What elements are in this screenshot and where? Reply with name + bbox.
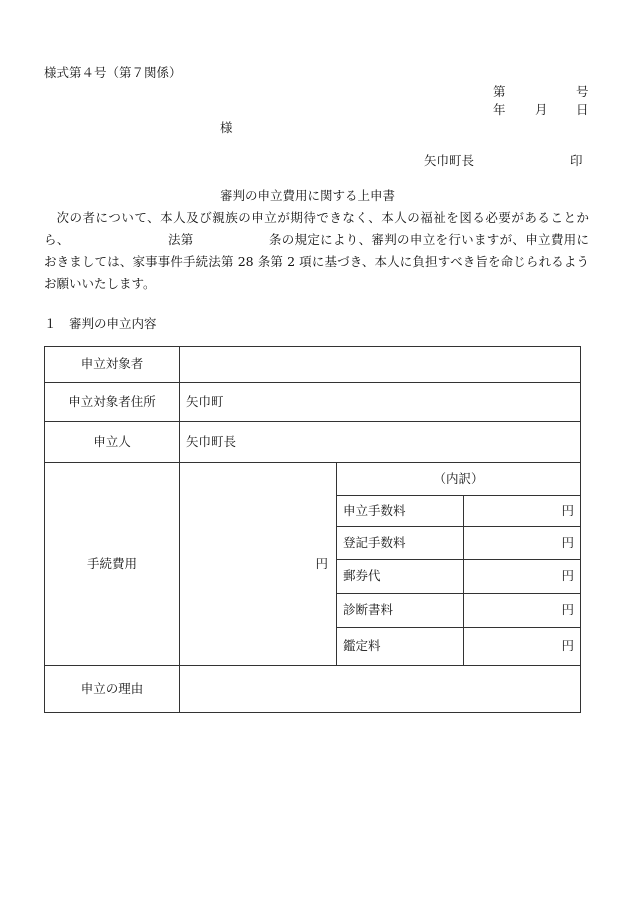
- body-part-3: 条の規定により、審判の申立を行いますが、申立費用におきましては、家事事件手続法第 28 条第 2 項に基づき、本人に負担すべき旨を命じられるようお願いいたします。: [44, 232, 589, 291]
- breakdown-item-label: 診断書料: [337, 594, 464, 628]
- application-table: [44, 346, 581, 713]
- reason-value: [180, 666, 581, 713]
- costs-total-unit: 円: [180, 463, 337, 666]
- breakdown-header: （内訳）: [337, 463, 581, 496]
- breakdown-item-label: 申立手数料: [337, 496, 464, 527]
- address-label: 申立対象者住所: [45, 383, 180, 422]
- addressee-suffix: 様: [220, 120, 233, 135]
- breakdown-item-label: 郵券代: [337, 560, 464, 594]
- applicant-value: 矢巾町長: [180, 422, 581, 463]
- address-value: 矢巾町: [180, 383, 581, 422]
- doc-no-go-label: 号: [576, 84, 589, 99]
- date-day-label: 日: [576, 102, 589, 117]
- section-heading: １ 審判の申立内容: [44, 316, 157, 331]
- document-title: 審判の申立費用に関する上申書: [220, 188, 396, 203]
- target-value: [180, 347, 581, 383]
- breakdown-item-label: 鑑定料: [337, 628, 464, 666]
- breakdown-item-unit: 円: [464, 496, 581, 527]
- breakdown-item-unit: 円: [464, 628, 581, 666]
- doc-no-dai-label: 第: [493, 84, 506, 99]
- form-number: 様式第４号（第７関係）: [44, 65, 182, 80]
- breakdown-item-unit: 円: [464, 594, 581, 628]
- breakdown-item-unit: 円: [464, 560, 581, 594]
- costs-label: 手続費用: [45, 463, 180, 666]
- breakdown-item-unit: 円: [464, 527, 581, 560]
- body-part-1: 次の者について、本人及び親族の申立が期待できなく、本人の福祉を図る必要があることから、: [44, 210, 589, 247]
- sender-seal: 印: [570, 153, 583, 168]
- target-label: 申立対象者: [45, 347, 180, 383]
- body-paragraph: [44, 207, 589, 295]
- date-year-label: 年: [493, 102, 506, 117]
- applicant-label: 申立人: [45, 422, 180, 463]
- date-month-label: 月: [535, 102, 548, 117]
- body-part-2: 法第: [167, 232, 194, 247]
- breakdown-item-label: 登記手数料: [337, 527, 464, 560]
- sender-name: 矢巾町長: [424, 153, 475, 168]
- reason-label: 申立の理由: [45, 666, 180, 713]
